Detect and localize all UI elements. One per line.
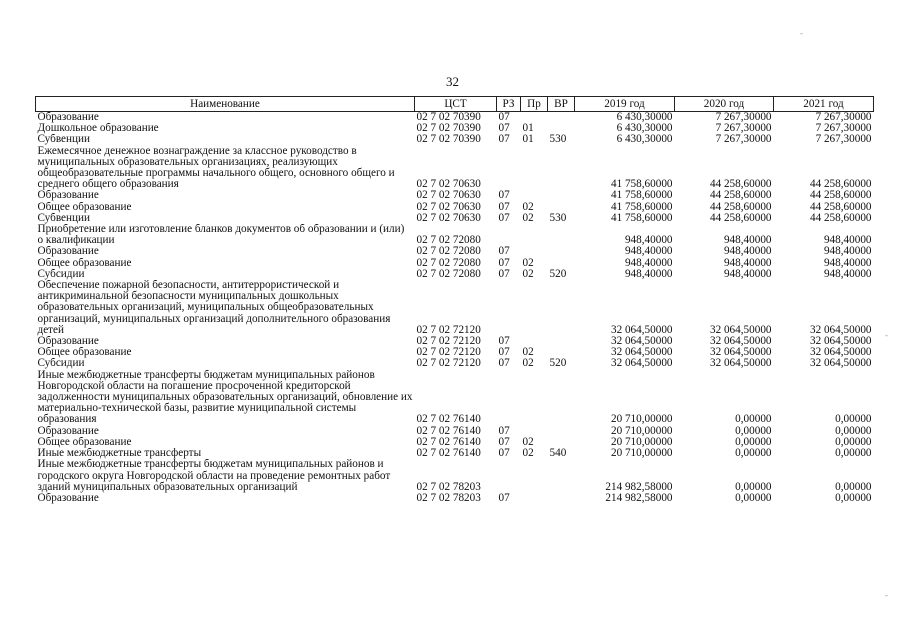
row-2021-cell: 0,00000 [835, 425, 872, 437]
row-name-cell: Субсидии [37, 358, 85, 370]
row-2021-cell: 44 258,60000 [809, 178, 872, 191]
row-name-cell: Приобретение или изготовление бланков документов об образовании и (или) о квалификации [37, 224, 405, 247]
row-pr-cell: 01 [522, 134, 534, 146]
table-row [36, 146, 874, 191]
row-2021-cell: 948,40000 [823, 257, 872, 269]
table-row [36, 358, 874, 369]
table-row [36, 459, 874, 493]
row-vr-cell [548, 123, 575, 134]
row-name-cell: Образование [37, 111, 99, 123]
page-number: 32 [446, 74, 459, 89]
row-pr-cell [521, 370, 548, 426]
row-2020-cell: 948,40000 [723, 234, 772, 247]
row-vr-cell: 540 [549, 448, 567, 460]
row-2021-cell: 0,00000 [835, 413, 872, 426]
row-pr-cell [521, 426, 548, 437]
row-rz-cell: 07 [498, 347, 510, 359]
row-rz-cell: 07 [498, 134, 510, 146]
row-vr-cell [548, 336, 575, 347]
row-cst-cell: 02 7 02 72080 [416, 234, 481, 247]
table-row [36, 202, 874, 213]
row-vr-cell [548, 437, 575, 448]
row-rz-cell: 07 [498, 111, 510, 123]
row-2019-cell: 6 430,30000 [616, 123, 673, 135]
table-row [36, 437, 874, 448]
row-name-cell: Образование [37, 246, 99, 258]
row-cst-cell: 02 7 02 70630 [416, 190, 481, 202]
row-pr-cell [521, 224, 548, 246]
row-rz-cell: 07 [498, 257, 510, 269]
row-cst-cell: 02 7 02 72080 [416, 268, 481, 280]
row-pr-cell: 02 [522, 358, 534, 370]
row-rz-cell: 07 [498, 425, 510, 437]
row-2021-cell: 7 267,30000 [815, 134, 872, 146]
column-header-2020: 2020 год [675, 97, 774, 112]
row-cst-cell: 02 7 02 76140 [416, 413, 481, 426]
row-2019-cell: 948,40000 [624, 268, 673, 280]
row-pr-cell: 01 [522, 123, 534, 135]
row-rz-cell: 07 [498, 448, 510, 460]
row-name-cell: Субсидии [37, 268, 85, 280]
row-pr-cell [521, 493, 548, 504]
row-name-cell: Общее образование [37, 436, 132, 448]
row-2020-cell: 32 064,50000 [709, 323, 772, 336]
row-2021-cell: 32 064,50000 [809, 336, 872, 348]
row-2019-cell: 32 064,50000 [610, 358, 673, 370]
row-name-cell: Образование [37, 492, 99, 504]
row-2021-cell: 44 258,60000 [809, 212, 872, 224]
row-2020-cell: 7 267,30000 [715, 123, 772, 135]
row-pr-cell [521, 280, 548, 336]
table-row [36, 370, 874, 426]
row-2021-cell: 0,00000 [835, 492, 872, 504]
row-vr-cell [548, 146, 575, 191]
row-2019-cell: 41 758,60000 [610, 212, 673, 224]
row-cst-cell: 02 7 02 70630 [416, 212, 481, 224]
table-header-row [36, 97, 874, 112]
row-2019-cell: 948,40000 [624, 257, 673, 269]
table-row [36, 190, 874, 201]
row-2020-cell: 32 064,50000 [709, 347, 772, 359]
row-vr-cell [548, 370, 575, 426]
row-cst-cell: 02 7 02 70630 [416, 178, 481, 191]
row-2020-cell: 0,00000 [735, 413, 772, 426]
row-vr-cell: 530 [549, 134, 567, 146]
row-rz-cell: 07 [498, 246, 510, 258]
row-pr-cell [521, 112, 548, 124]
row-2020-cell: 948,40000 [723, 268, 772, 280]
table-row [36, 336, 874, 347]
row-pr-cell: 02 [522, 448, 534, 460]
column-header-cst: ЦСТ [415, 97, 497, 112]
scan-mark: - [885, 590, 888, 600]
row-2020-cell: 32 064,50000 [709, 358, 772, 370]
row-rz-cell [497, 459, 521, 493]
row-cst-cell: 02 7 02 78203 [416, 492, 481, 504]
row-vr-cell [548, 347, 575, 358]
row-name-cell: Образование [37, 425, 99, 437]
row-pr-cell [521, 246, 548, 257]
row-2020-cell: 7 267,30000 [715, 134, 772, 146]
scan-mark: - [800, 28, 803, 38]
row-2021-cell: 44 258,60000 [809, 190, 872, 202]
table-row [36, 258, 874, 269]
row-pr-cell [521, 146, 548, 191]
row-2021-cell: 32 064,50000 [809, 323, 872, 336]
table-row [36, 213, 874, 224]
row-2019-cell: 41 758,60000 [610, 201, 673, 213]
row-vr-cell [548, 426, 575, 437]
row-cst-cell: 02 7 02 76140 [416, 436, 481, 448]
row-rz-cell: 07 [498, 336, 510, 348]
row-2020-cell: 0,00000 [735, 425, 772, 437]
row-rz-cell: 07 [498, 123, 510, 135]
row-name-cell: Субвенции [37, 134, 90, 146]
row-2021-cell: 948,40000 [823, 234, 872, 247]
row-2019-cell: 20 710,00000 [610, 425, 673, 437]
row-2019-cell: 32 064,50000 [610, 323, 673, 336]
row-rz-cell: 07 [498, 212, 510, 224]
row-2019-cell: 20 710,00000 [610, 413, 673, 426]
row-2020-cell: 0,00000 [735, 492, 772, 504]
row-2019-cell: 214 982,58000 [605, 480, 673, 493]
row-2021-cell: 7 267,30000 [815, 123, 872, 135]
table-row [36, 123, 874, 134]
row-name-cell: Иные межбюджетные трансферты [37, 448, 202, 460]
row-2021-cell: 32 064,50000 [809, 347, 872, 359]
row-2019-cell: 6 430,30000 [616, 111, 673, 123]
row-name-cell: Субвенции [37, 212, 90, 224]
row-vr-cell: 520 [549, 358, 567, 370]
row-2021-cell: 32 064,50000 [809, 358, 872, 370]
row-2020-cell: 44 258,60000 [709, 190, 772, 202]
row-cst-cell: 02 7 02 72120 [416, 358, 481, 370]
row-2021-cell: 948,40000 [823, 268, 872, 280]
scan-mark: - [885, 330, 888, 340]
column-header-pr: Пр [521, 97, 548, 112]
budget-table [35, 96, 874, 504]
row-2020-cell: 7 267,30000 [715, 111, 772, 123]
row-vr-cell [548, 258, 575, 269]
table-row [36, 448, 874, 459]
row-pr-cell: 02 [522, 436, 534, 448]
row-2021-cell: 0,00000 [835, 448, 872, 460]
row-2019-cell: 41 758,60000 [610, 190, 673, 202]
row-2021-cell: 948,40000 [823, 246, 872, 258]
row-rz-cell: 07 [498, 492, 510, 504]
table-row [36, 426, 874, 437]
row-2019-cell: 214 982,58000 [605, 492, 673, 504]
row-2019-cell: 6 430,30000 [616, 134, 673, 146]
column-header-2019: 2019 год [575, 97, 675, 112]
row-cst-cell: 02 7 02 72080 [416, 246, 481, 258]
row-pr-cell: 02 [522, 201, 534, 213]
row-rz-cell: 07 [498, 268, 510, 280]
row-2020-cell: 0,00000 [735, 480, 772, 493]
row-name-cell: Дошкольное образование [37, 123, 159, 135]
row-vr-cell [548, 112, 575, 124]
row-name-cell: Иные межбюджетные трансферты бюджетам муниципальных районов Новгородской области на погашение просроченной кредиторской задолженности муниципальных образовательных организаций, обновление их материально-технической базы, развитие муниципальной системы образования [37, 369, 413, 426]
table-row [36, 493, 874, 504]
row-2019-cell: 32 064,50000 [610, 347, 673, 359]
row-name-cell: Иные межбюджетные трансферты бюджетам муниципальных районов и городского округа Новгородской области на проведение ремонтных работ зданий муниципальных образовательных организаций [37, 459, 391, 493]
column-header-name: Наименование [36, 97, 415, 112]
row-2019-cell: 41 758,60000 [610, 178, 673, 191]
row-2019-cell: 948,40000 [624, 234, 673, 247]
row-cst-cell: 02 7 02 78203 [416, 480, 481, 493]
row-name-cell: Обеспечение пожарной безопасности, антитеррористической и антикриминальной безопасности муниципальных дошкольных образовательных организаций, муниципальных общеобразовательных организаций, муниципальных организаций дополнительного образования детей [37, 280, 391, 336]
column-header-2021: 2021 год [774, 97, 874, 112]
row-2019-cell: 948,40000 [624, 246, 673, 258]
row-cst-cell: 02 7 02 72120 [416, 323, 481, 336]
row-name-cell: Общее образование [37, 347, 132, 359]
row-2019-cell: 32 064,50000 [610, 336, 673, 348]
row-2020-cell: 0,00000 [735, 436, 772, 448]
row-rz-cell [497, 370, 521, 426]
row-pr-cell: 02 [522, 268, 534, 280]
row-pr-cell: 02 [522, 257, 534, 269]
table-row [36, 280, 874, 336]
row-2020-cell: 948,40000 [723, 246, 772, 258]
row-rz-cell: 07 [498, 436, 510, 448]
row-cst-cell: 02 7 02 72080 [416, 257, 481, 269]
row-vr-cell: 520 [549, 268, 567, 280]
row-2020-cell: 948,40000 [723, 257, 772, 269]
table-row [36, 246, 874, 257]
row-vr-cell [548, 224, 575, 246]
row-2020-cell: 0,00000 [735, 448, 772, 460]
column-header-vr: ВР [548, 97, 575, 112]
row-vr-cell [548, 202, 575, 213]
table-row [36, 269, 874, 280]
row-name-cell: Общее образование [37, 257, 132, 269]
row-rz-cell [497, 280, 521, 336]
column-header-rz: РЗ [497, 97, 521, 112]
row-cst-cell: 02 7 02 76140 [416, 425, 481, 437]
table-body [36, 112, 874, 505]
row-2019-cell: 20 710,00000 [610, 436, 673, 448]
table-row [36, 224, 874, 246]
row-cst-cell: 02 7 02 70390 [416, 111, 481, 123]
row-2019-cell: 20 710,00000 [610, 448, 673, 460]
row-rz-cell: 07 [498, 201, 510, 213]
row-2021-cell: 0,00000 [835, 480, 872, 493]
row-rz-cell: 07 [498, 190, 510, 202]
row-cst-cell: 02 7 02 72120 [416, 347, 481, 359]
row-vr-cell [548, 280, 575, 336]
row-pr-cell: 02 [522, 212, 534, 224]
row-name-cell: Образование [37, 336, 99, 348]
row-vr-cell [548, 190, 575, 201]
row-pr-cell: 02 [522, 347, 534, 359]
row-name-cell: Образование [37, 190, 99, 202]
table-row [36, 112, 874, 124]
row-2021-cell: 44 258,60000 [809, 201, 872, 213]
row-2021-cell: 7 267,30000 [815, 111, 872, 123]
row-2020-cell: 44 258,60000 [709, 212, 772, 224]
table-row [36, 347, 874, 358]
row-2020-cell: 44 258,60000 [709, 178, 772, 191]
row-vr-cell [548, 246, 575, 257]
row-vr-cell [548, 459, 575, 493]
row-cst-cell: 02 7 02 76140 [416, 448, 481, 460]
row-pr-cell [521, 459, 548, 493]
row-cst-cell: 02 7 02 72120 [416, 336, 481, 348]
row-cst-cell: 02 7 02 70630 [416, 201, 481, 213]
row-pr-cell [521, 336, 548, 347]
row-rz-cell [497, 146, 521, 191]
row-2020-cell: 44 258,60000 [709, 201, 772, 213]
row-vr-cell [548, 493, 575, 504]
row-name-cell: Общее образование [37, 201, 132, 213]
row-2021-cell: 0,00000 [835, 436, 872, 448]
row-pr-cell [521, 190, 548, 201]
row-rz-cell: 07 [498, 358, 510, 370]
row-vr-cell: 530 [549, 212, 567, 224]
row-cst-cell: 02 7 02 70390 [416, 123, 481, 135]
row-cst-cell: 02 7 02 70390 [416, 134, 481, 146]
row-name-cell: Ежемесячное денежное вознаграждение за классное руководство в муниципальных образовательных организациях, реализующих общеобразовательные программы начального общего, основного общего и среднего общего образования [37, 145, 395, 191]
table-row [36, 134, 874, 145]
row-rz-cell [497, 224, 521, 246]
row-2020-cell: 32 064,50000 [709, 336, 772, 348]
